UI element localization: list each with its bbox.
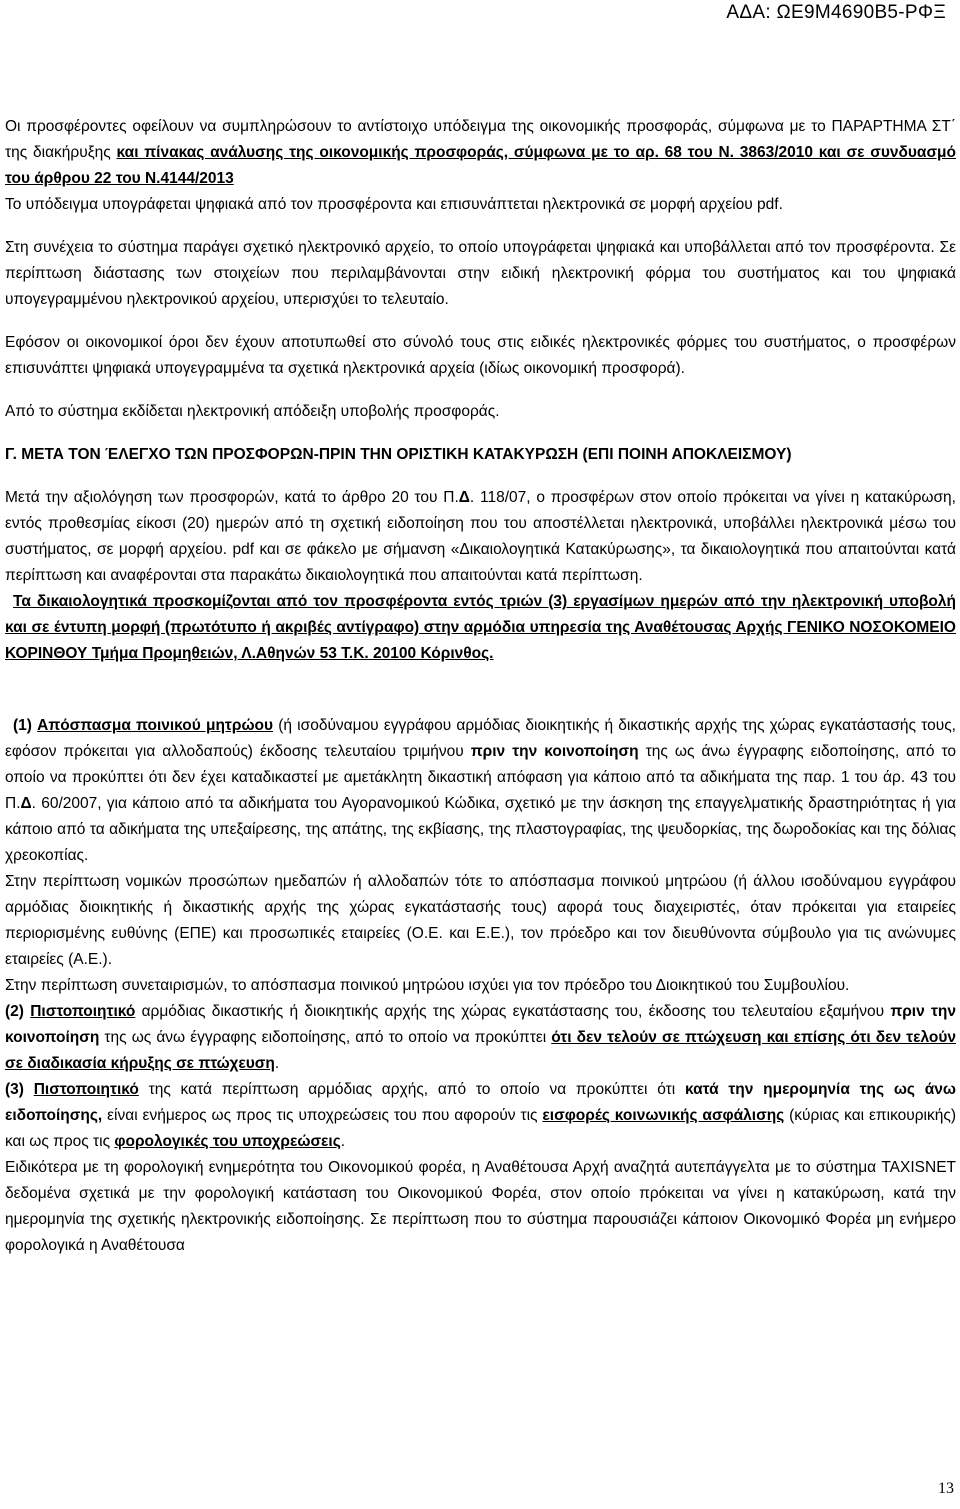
paragraph-receipt: Από το σύστημα εκδίδεται ηλεκτρονική απόδειξη υποβολής προσφοράς.	[5, 403, 500, 420]
paragraph-offer-template: Οι προσφέροντες οφείλουν να συμπληρώσουν το αντίστοιχο υπόδειγμα της οικονομικής προσφοράς, σύμφωνα με το ΠΑΡΑΡΤΗΜΑ ΣΤ΄ της διακήρυξης και πίνακας ανάλυσης της οικονομικής προσφοράς, σύμφωνα με το αρ. 68 του Ν. 3863/2010 και σε συνδυασμό του άρθρου 22 του Ν.4144/2013 Το υπόδειγμα υπογράφεται ψηφιακά από τον προσφέροντα και επισυνάπτεται ηλεκτρονικά σε μορφή αρχείου pdf.	[5, 118, 957, 213]
page-number: 13	[938, 1480, 954, 1497]
paragraph-submission-deadline: Τα δικαιολογητικά προσκομίζονται από τον προσφέροντα εντός τριών (3) εργασίμων ημερών από την ηλεκτρονική υποβολή και σε έντυπη μορφή (πρωτότυπο ή ακριβές αντίγραφο) στην αρμόδια υπηρεσία της Αναθέτουσας Αρχής ΓΕΝΙΚΟ ΝΟΣΟΚΟΜΕΙΟ ΚΟΡΙΝΘΟΥ Τμήμα Προμηθειών, Λ.Αθηνών 53 Τ.Κ. 20100 Κόρινθος.	[5, 593, 956, 662]
item-insurance-tax-certificate: (3) Πιστοποιητικό της κατά περίπτωση αρμόδιας αρχής, από το οποίο να προκύπτει ότι κατά την ημερομηνία της ως άνω ειδοποίησης, είναι ενήμερος ως προς τις υποχρεώσεις του που αφορούν τις εισφορές κοινωνικής ασφάλισης (κύριας και επικουρικής) και ως προς τις φορολογικές του υποχρεώσεις.	[5, 1081, 956, 1150]
paragraph-evaluation: Μετά την αξιολόγηση των προσφορών, κατά το άρθρο 20 του Π.Δ. 118/07, ο προσφέρων στον οποίο πρόκειται να γίνει η κατακύρωση, εντός προθεσμίας είκοσι (20) ημερών από τη σχετική ειδοποίηση που του αποστέλλεται ηλεκτρονικά, υποβάλλει ηλεκτρονικά μέσω του συστήματος, σε μορφή αρχείου. pdf και σε φάκελο με σήμανση «Δικαιολογητικά Κατακύρωσης», τα δικαιολογητικά που απαιτούνται κατά περίπτωση και αναφέρονται στα παρακάτω δικαιολογητικά που απαιτούνται κατά περίπτωση.	[5, 489, 956, 584]
paragraph-cooperatives: Στην περίπτωση συνεταιρισμών, το απόσπασμα ποινικού μητρώου ισχύει για τον πρόεδρο του Διοικητικού του Συμβουλίου.	[5, 977, 850, 994]
section-heading: Γ. ΜΕΤΑ ΤΟΝ ΈΛΕΓΧΟ ΤΩΝ ΠΡΟΣΦΟΡΩΝ-ΠΡΙΝ ΤΗΝ ΟΡΙΣΤΙΚΗ ΚΑΤΑΚΥΡΩΣΗ (ΕΠΙ ΠΟΙΝΗ ΑΠΟΚΛΕΙΣΜΟΥ)	[5, 446, 792, 463]
item-bankruptcy-certificate: (2) Πιστοποιητικό αρμόδιας δικαστικής ή διοικητικής αρχής της χώρας εγκατάστασης του, έκδοσης του τελευταίου εξαμήνου πριν την κοινοποίηση της ως άνω έγγραφης ειδοποίησης, από το οποίο να προκύπτει ότι δεν τελούν σε πτώχευση και επίσης ότι δεν τελούν σε διαδικασία κήρυξης σε πτώχευση.	[5, 1003, 956, 1072]
paragraph-tax-status: Ειδικότερα με τη φορολογική ενημερότητα του Οικονομικού φορέα, η Αναθέτουσα Αρχή αναζητά αυτεπάγγελτα με το σύστημα TAXISNET δεδομένα σχετικά με την φορολογική κατάσταση του Οικονομικού Φορέα, στον οποίο πρόκειται να γίνει η κατακύρωση, κατά την ημερομηνία της σχετικής ηλεκτρονικής ειδοποίησης. Σε περίπτωση που το σύστημα παρουσιάζει κάποιον Οικονομικό Φορέα μη ενήμερο φορολογικά η Αναθέτουσα	[5, 1159, 956, 1254]
paragraph-legal-entities: Στην περίπτωση νομικών προσώπων ημεδαπών ή αλλοδαπών τότε το απόσπασμα ποινικού μητρώου (ή άλλου ισοδύναμου εγγράφου αρμόδιας διοικητικής ή δικαστικής αρχής της χώρας εγκατάστασής τους) αφορά τους διαχειριστές, όταν πρόκειται για εταιρείες περιορισμένης ευθύνης (ΕΠΕ) και προσωπικές εταιρείες (Ο.Ε. και Ε.Ε.), τον πρόεδρο και τον διευθύνοντα σύμβουλο για τις ανώνυμες εταιρείες (Α.Ε.).	[5, 873, 956, 968]
item-criminal-record: (1) Απόσπασμα ποινικού μητρώου (ή ισοδύναμου εγγράφου αρμόδιας διοικητικής ή δικαστικής αρχής της χώρας εγκατάστασής τους, εφόσον πρόκειται για αλλοδαπούς) έκδοσης τελευταίου τριμήνου πριν την κοινοποίηση της ως άνω έγγραφης ειδοποίησης, από το οποίο να προκύπτει ότι δεν έχει καταδικαστεί με αμετάκλητη δικαστική απόφαση για κάποιο από τα αδικήματα της παρ. 1 του άρ. 43 του Π.Δ. 60/2007, για κάποιο από τα αδικήματα του Αγορανομικού Κώδικα, σχετικό με την άσκηση της επαγγελματικής δραστηριότητας ή για κάποιο από τα αδικήματα της υπεξαίρεσης, της απάτης, της εκβίασης, της πλαστογραφίας, της ψευδορκίας, της δωροδοκίας και της δόλιας χρεοκοπίας.	[5, 717, 957, 864]
paragraph-system-file: Στη συνέχεια το σύστημα παράγει σχετικό ηλεκτρονικό αρχείο, το οποίο υπογράφεται ψηφιακά και υποβάλλεται από τον προσφέροντα. Σε περίπτωση διάστασης των στοιχείων που περιλαμβάνονται στην ειδική ηλεκτρονική φόρμα του συστήματος και του ψηφιακά υπογεγραμμένου ηλεκτρονικού αρχείου, υπερισχύει το τελευταίο.	[5, 239, 956, 308]
paragraph-economic-terms: Εφόσον οι οικονομικοί όροι δεν έχουν αποτυπωθεί στο σύνολό τους στις ειδικές ηλεκτρονικές φόρμες του συστήματος, ο προσφέρων επισυνάπτει ψηφιακά υπογεγραμμένα τα σχετικά ηλεκτρονικά αρχεία (ιδίως οικονομική προσφορά).	[5, 334, 956, 377]
document-code: ΑΔΑ: ΩΕ9Μ4690Β5-ΡΦΞ	[726, 2, 946, 23]
document-body	[5, 114, 956, 1259]
